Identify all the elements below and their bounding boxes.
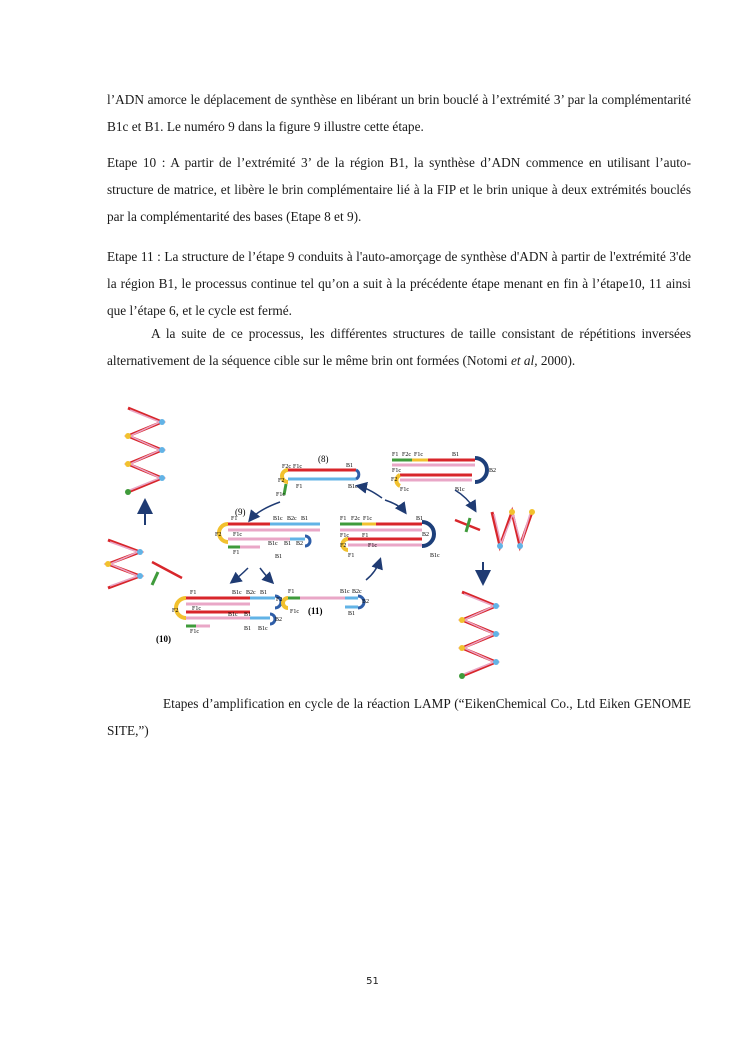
page-number: 51 xyxy=(366,976,379,987)
label-b1c-tr: B1c xyxy=(455,487,465,493)
label-b1c-10b: B1c xyxy=(228,612,238,618)
figure-caption: Etapes d’amplification en cycle de la réaction LAMP (“EikenChemical Co., Ltd Eiken GENOME SITE,”) xyxy=(107,696,691,738)
label-f1c-rc: F1c xyxy=(363,516,372,522)
label-b1c-10c: B1c xyxy=(258,626,268,632)
label-b2-11: B2 xyxy=(362,599,370,605)
label-b2-rc: B2 xyxy=(422,532,430,538)
label-b1-11: B1 xyxy=(348,611,356,617)
step-label-10: (10) xyxy=(156,634,171,644)
label-f1c-8: F1c xyxy=(293,464,302,470)
label-f1c-tr: F1c xyxy=(414,452,423,458)
label-f1c-10b: F1c xyxy=(190,629,199,635)
label-b1c-9b: B1c xyxy=(268,541,278,547)
label-b1c-rc: B1c xyxy=(430,553,440,559)
label-b1-rc: B1 xyxy=(416,516,424,522)
label-f1-9: F1 xyxy=(231,516,238,522)
structure-11 xyxy=(276,589,369,617)
label-f1-rc: F1 xyxy=(340,516,347,522)
label-f1-9b: F1 xyxy=(233,550,240,556)
lamp-cycle-diagram xyxy=(100,400,545,685)
label-f1c-rc3: F1c xyxy=(368,543,377,549)
arrow-to-right-structure xyxy=(385,500,405,512)
label-b2-10: B2 xyxy=(275,617,283,623)
structure-8 xyxy=(276,454,359,498)
structure-right-cycle xyxy=(340,516,440,559)
arrow-9-to-11 xyxy=(260,568,272,582)
paragraph-conclusion-text: A la suite de ce processus, les différentes structures de taille consistant de répétitions inversées alternativement de la séquence cible sur le même brin ont formées (Notomi xyxy=(107,326,691,368)
label-b1c-10: B1c xyxy=(232,590,242,596)
label-f2-8: F2 xyxy=(278,478,285,484)
zigzag-left-top xyxy=(125,408,165,495)
arrow-right-to-8 xyxy=(358,486,382,498)
lamp-cycle-figure xyxy=(100,400,545,685)
arrow-9-to-10 xyxy=(232,568,248,582)
label-f1-tr: F1 xyxy=(392,452,399,458)
label-f1c-tr2: F1c xyxy=(392,468,401,474)
structure-10 xyxy=(156,590,282,644)
label-b2c-10: B2c xyxy=(246,590,256,596)
label-f1-11: F1 xyxy=(288,589,295,595)
label-f2-9: F2 xyxy=(215,532,222,538)
step-label-8: (8) xyxy=(318,454,329,464)
structure-top-right xyxy=(391,452,496,493)
label-f1-8: F1 xyxy=(296,484,303,490)
label-f2c-tr: F2c xyxy=(402,452,411,458)
label-f1-10: F1 xyxy=(190,590,197,596)
paragraph-step10: Etape 10 : A partir de l’extrémité 3’ de la région B1, la synthèse d’ADN commence en utilisant l’auto-structure de matrice, et libère le brin complémentaire lié à la FIP et le brin unique à deux extrémités bouclés par la complémentarité des bases (Etape 8 et 9). xyxy=(107,155,691,224)
label-f1c-8b: F1c xyxy=(276,492,285,498)
label-b1-10c: B1 xyxy=(244,626,252,632)
label-f2-rc: F2 xyxy=(340,543,347,549)
zigzag-left-middle xyxy=(105,540,182,588)
label-f1c-9: F1c xyxy=(233,532,242,538)
label-b1c-8: B1c xyxy=(348,484,358,490)
arrow-down-right xyxy=(455,490,475,510)
label-b1-tr: B1 xyxy=(452,452,460,458)
label-f1-rc2: F1 xyxy=(362,533,369,539)
label-f1-rc3: F1 xyxy=(348,553,355,559)
label-b2-tr: B2 xyxy=(489,468,497,474)
zigzag-right-bottom xyxy=(459,592,499,679)
paragraph-conclusion xyxy=(107,320,691,374)
label-b1-10: B1 xyxy=(260,590,268,596)
label-f1c-tr3: F1c xyxy=(400,487,409,493)
label-b2c-9: B2c xyxy=(287,516,297,522)
zigzag-right-middle xyxy=(455,509,535,549)
label-b1-9b: B1 xyxy=(284,541,292,547)
label-b1-9c: B1 xyxy=(275,554,283,560)
step-label-9: (9) xyxy=(235,507,246,517)
structure-9 xyxy=(215,507,320,560)
label-f2c-rc: F2c xyxy=(351,516,360,522)
label-f1c-11: F1c xyxy=(290,609,299,615)
arrow-11-to-cycle xyxy=(366,560,380,580)
label-f2-10: F2 xyxy=(172,608,179,614)
step-label-11: (11) xyxy=(308,606,323,616)
label-f2-tr: F2 xyxy=(391,477,398,483)
label-b1-10b: B1 xyxy=(244,612,252,618)
label-b1c-9: B1c xyxy=(273,516,283,522)
citation-etal: et al, xyxy=(510,353,538,368)
label-b1c-11: B1c xyxy=(340,589,350,595)
paragraph-step11: Etape 11 : La structure de l’étape 9 conduits à l'auto-amorçage de synthèse d'ADN à partir de l'extrémité 3'de la région B1, le processus continue tel qu’on a suit à la précédente étape menant en fin à l’étape10, 11 ainsi que l’étape 6, et le cycle est fermé. xyxy=(107,249,691,318)
label-f2c-8: F2c xyxy=(282,464,291,470)
label-f2-11: F2 xyxy=(276,597,283,603)
paragraph-conclusion-end: 2000). xyxy=(537,353,576,368)
label-f1c-rc2: F1c xyxy=(340,533,349,539)
label-b1-9: B1 xyxy=(301,516,309,522)
label-b2c-11: B2c xyxy=(352,589,362,595)
label-f1c-10: F1c xyxy=(192,606,201,612)
label-b1-8: B1 xyxy=(346,463,354,469)
paragraph-step9-continuation: l’ADN amorce le déplacement de synthèse en libérant un brin bouclé à l’extrémité 3’ par la complémentarité B1c et B1. Le numéro 9 dans la figure 9 illustre cette étape. xyxy=(107,92,691,134)
label-b2-9: B2 xyxy=(296,541,304,547)
